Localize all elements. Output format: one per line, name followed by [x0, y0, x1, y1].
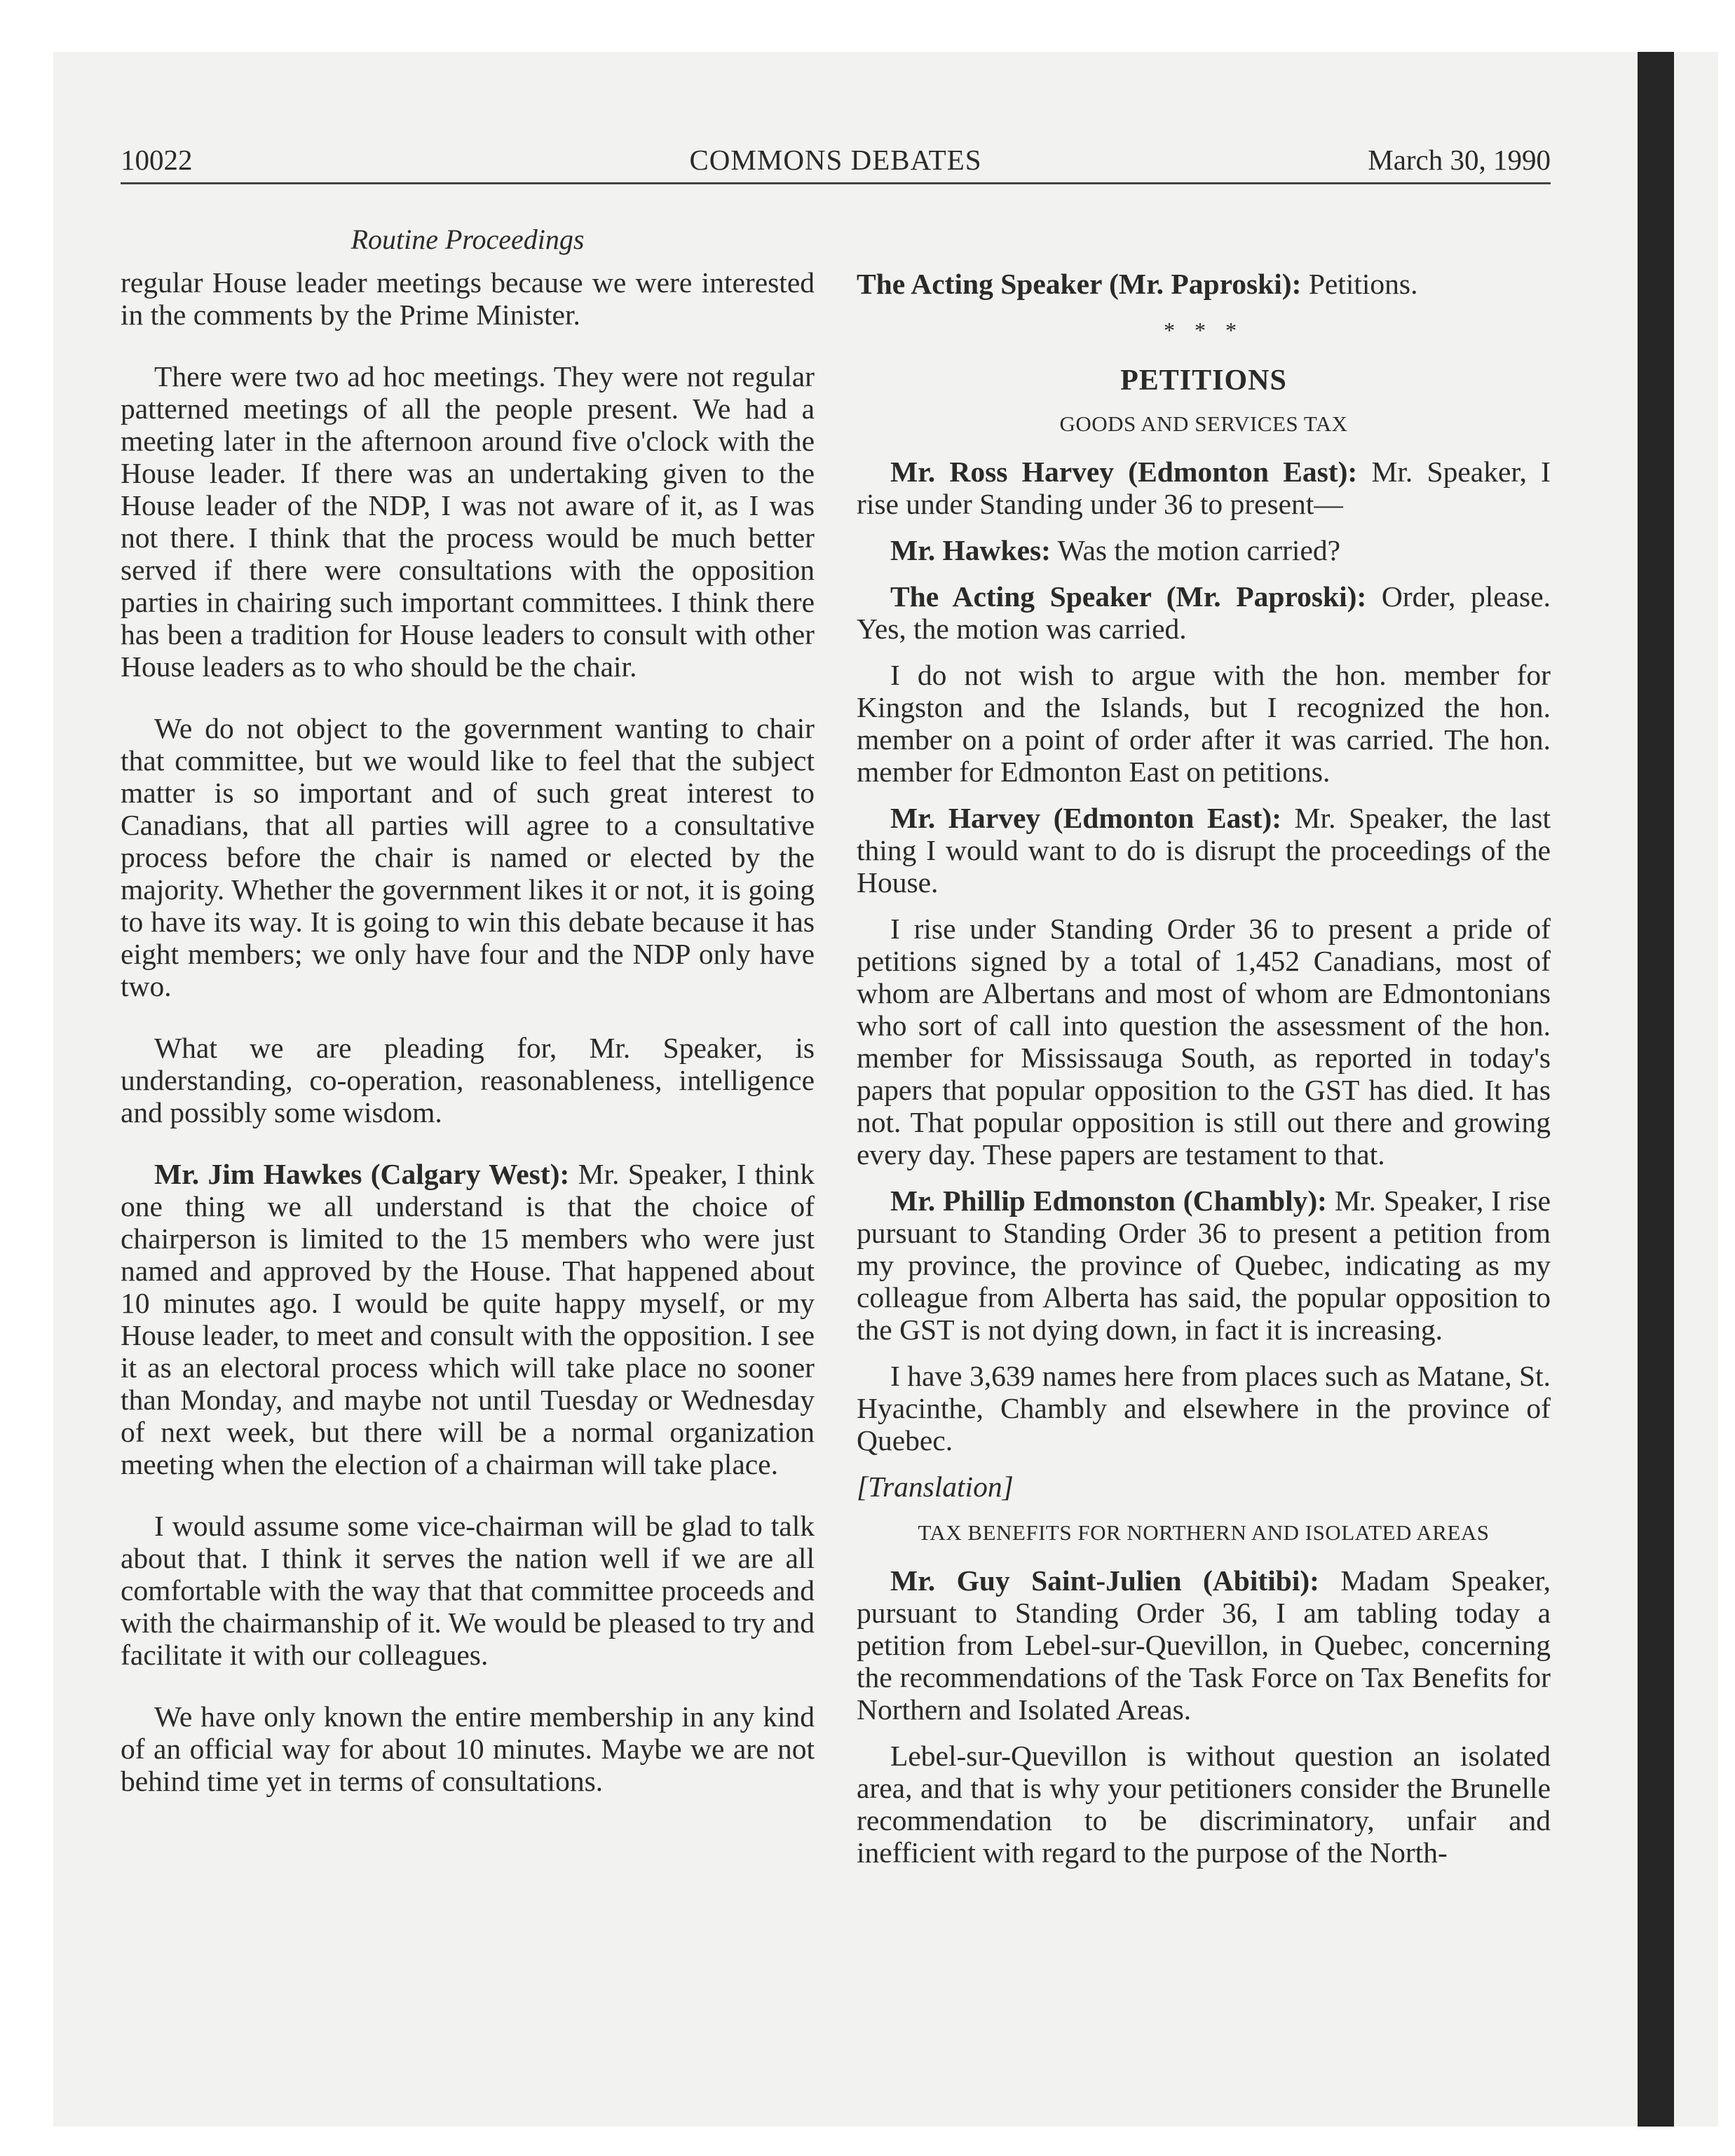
speaker-name: Mr. Ross Harvey (Edmonton East): [890, 456, 1358, 488]
paragraph: Mr. Jim Hawkes (Calgary West): Mr. Speaker, I think one thing we all understand is that the choice of chairperson is limited to the 15 members who were just named and approved by the House. That happened about 10 minutes ago. I would be quite happy myself, or my House leader, to meet and consult with the opposition. I see it as an electoral process which will take place no sooner than Monday, and maybe not until Tuesday or Wednesday of next week, but there will be a normal organization meeting when the election of a chairman will take place. [121, 1158, 815, 1480]
speaker-name: The Acting Speaker (Mr. Paproski): [857, 268, 1302, 300]
paragraph: I have 3,639 names here from places such as Matane, St. Hyacinthe, Chambly and elsewhere in the province of Quebec. [857, 1360, 1551, 1456]
paragraph: Mr. Harvey (Edmonton East): Mr. Speaker, the last thing I would want to do is disrupt the proceedings of the House. [857, 802, 1551, 899]
paragraph: We do not object to the government wanting to chair that committee, but we would like to feel that the subject matter is so important and of such great interest to Canadians, that all parties will agree to a consultative process before the chair is named or elected by the majority. Whether the government likes it or not, it is going to have its way. It is going to win this debate because it has eight members; we only have four and the NDP only have two. [121, 712, 815, 1002]
paragraph: What we are pleading for, Mr. Speaker, is understanding, co-operation, reasonableness, intelligence and possibly some wisdom. [121, 1032, 815, 1128]
paragraph: I would assume some vice-chairman will be glad to talk about that. I think it serves the nation well if we are all comfortable with the way that that committee proceeds and with the chairmanship of it. We would be pleased to try and facilitate it with our colleagues. [121, 1510, 815, 1671]
paragraph: I do not wish to argue with the hon. member for Kingston and the Islands, but I recognized the hon. member on a point of order after it was carried. The hon. member for Edmonton East on petitions. [857, 659, 1551, 788]
speaker-name: The Acting Speaker (Mr. Paproski): [890, 580, 1367, 613]
right-column [857, 268, 1551, 1883]
section-heading: PETITIONS [1120, 364, 1287, 397]
paragraph: The Acting Speaker (Mr. Paproski): Petitions. [857, 268, 1418, 300]
speaker-name: Mr. Jim Hawkes (Calgary West): [154, 1158, 570, 1190]
paragraph: The Acting Speaker (Mr. Paproski): Order, please. Yes, the motion was carried. [857, 580, 1551, 645]
paragraph: Mr. Hawkes: Was the motion carried? [890, 534, 1341, 566]
paragraph: There were two ad hoc meetings. They were not regular patterned meetings of all the people present. We had a meeting later in the afternoon around five o'clock with the House leader. If there was an undertaking given to the House leader of the NDP, I was not aware of it, as I was not there. I think that the process would be much better served if there were consultations with the opposition parties in chairing such important committees. I think there has been a tradition for House leaders to consult with other House leaders as to who should be the chair. [121, 360, 815, 683]
page-number: 10022 [121, 144, 193, 176]
subheading-gst: GOODS AND SERVICES TAX [1059, 411, 1348, 436]
paragraph: Mr. Guy Saint-Julien (Abitibi): Madam Speaker, pursuant to Standing Order 36, I am tabling today a petition from Lebel-sur-Quevillon, in Quebec, concerning the recommendations of the Task Force on Tax Benefits for Northern and Isolated Areas. [857, 1564, 1551, 1726]
paragraph: Mr. Phillip Edmonston (Chambly): Mr. Speaker, I rise pursuant to Standing Order 36 to present a petition from my province, the province of Quebec, indicating as my colleague from Alberta has said, the popular opposition to the GST is not dying down, in fact it is increasing. [857, 1185, 1551, 1346]
speaker-name: Mr. Hawkes: [890, 534, 1051, 566]
speaker-name: Mr. Phillip Edmonston (Chambly): [890, 1185, 1327, 1217]
speaker-name: Mr. Guy Saint-Julien (Abitibi): [890, 1564, 1319, 1597]
document-page [121, 140, 1551, 1869]
section-separator: * * * [1164, 318, 1244, 343]
paragraph: regular House leader meetings because we were interested in the comments by the Prime Minister. [121, 266, 815, 331]
page-header [121, 140, 1551, 184]
left-column [121, 266, 815, 1827]
paragraph: We have only known the entire membership in any kind of an official way for about 10 minutes. Maybe we are not behind time yet in terms of consultations. [121, 1700, 815, 1797]
scan-edge-shadow [1638, 52, 1674, 2127]
paragraph: I rise under Standing Order 36 to present a pride of petitions signed by a total of 1,452 Canadians, most of whom are Albertans and most of whom are Edmontonians who sort of call into question the assessment of the hon. member for Mississauga South, as reported in today's papers that popular opposition to the GST has died. It has not. That popular opposition is still out there and growing every day. These papers are testament to that. [857, 913, 1551, 1171]
section-label: Routine Proceedings [351, 224, 585, 255]
publication-title: COMMONS DEBATES [689, 144, 982, 176]
publication-date: March 30, 1990 [1368, 144, 1551, 176]
subheading-tax-benefits: TAX BENEFITS FOR NORTHERN AND ISOLATED AREAS [918, 1520, 1490, 1545]
speaker-name: Mr. Harvey (Edmonton East): [890, 802, 1282, 834]
paragraph: Lebel-sur-Quevillon is without question an isolated area, and that is why your petitioners consider the Brunelle recommendation to be discriminatory, unfair and inefficient with regard to the purpose of the North- [857, 1740, 1551, 1869]
paragraph: Mr. Ross Harvey (Edmonton East): Mr. Speaker, I rise under Standing under 36 to present— [857, 456, 1551, 520]
translation-note: [Translation] [857, 1471, 1014, 1503]
